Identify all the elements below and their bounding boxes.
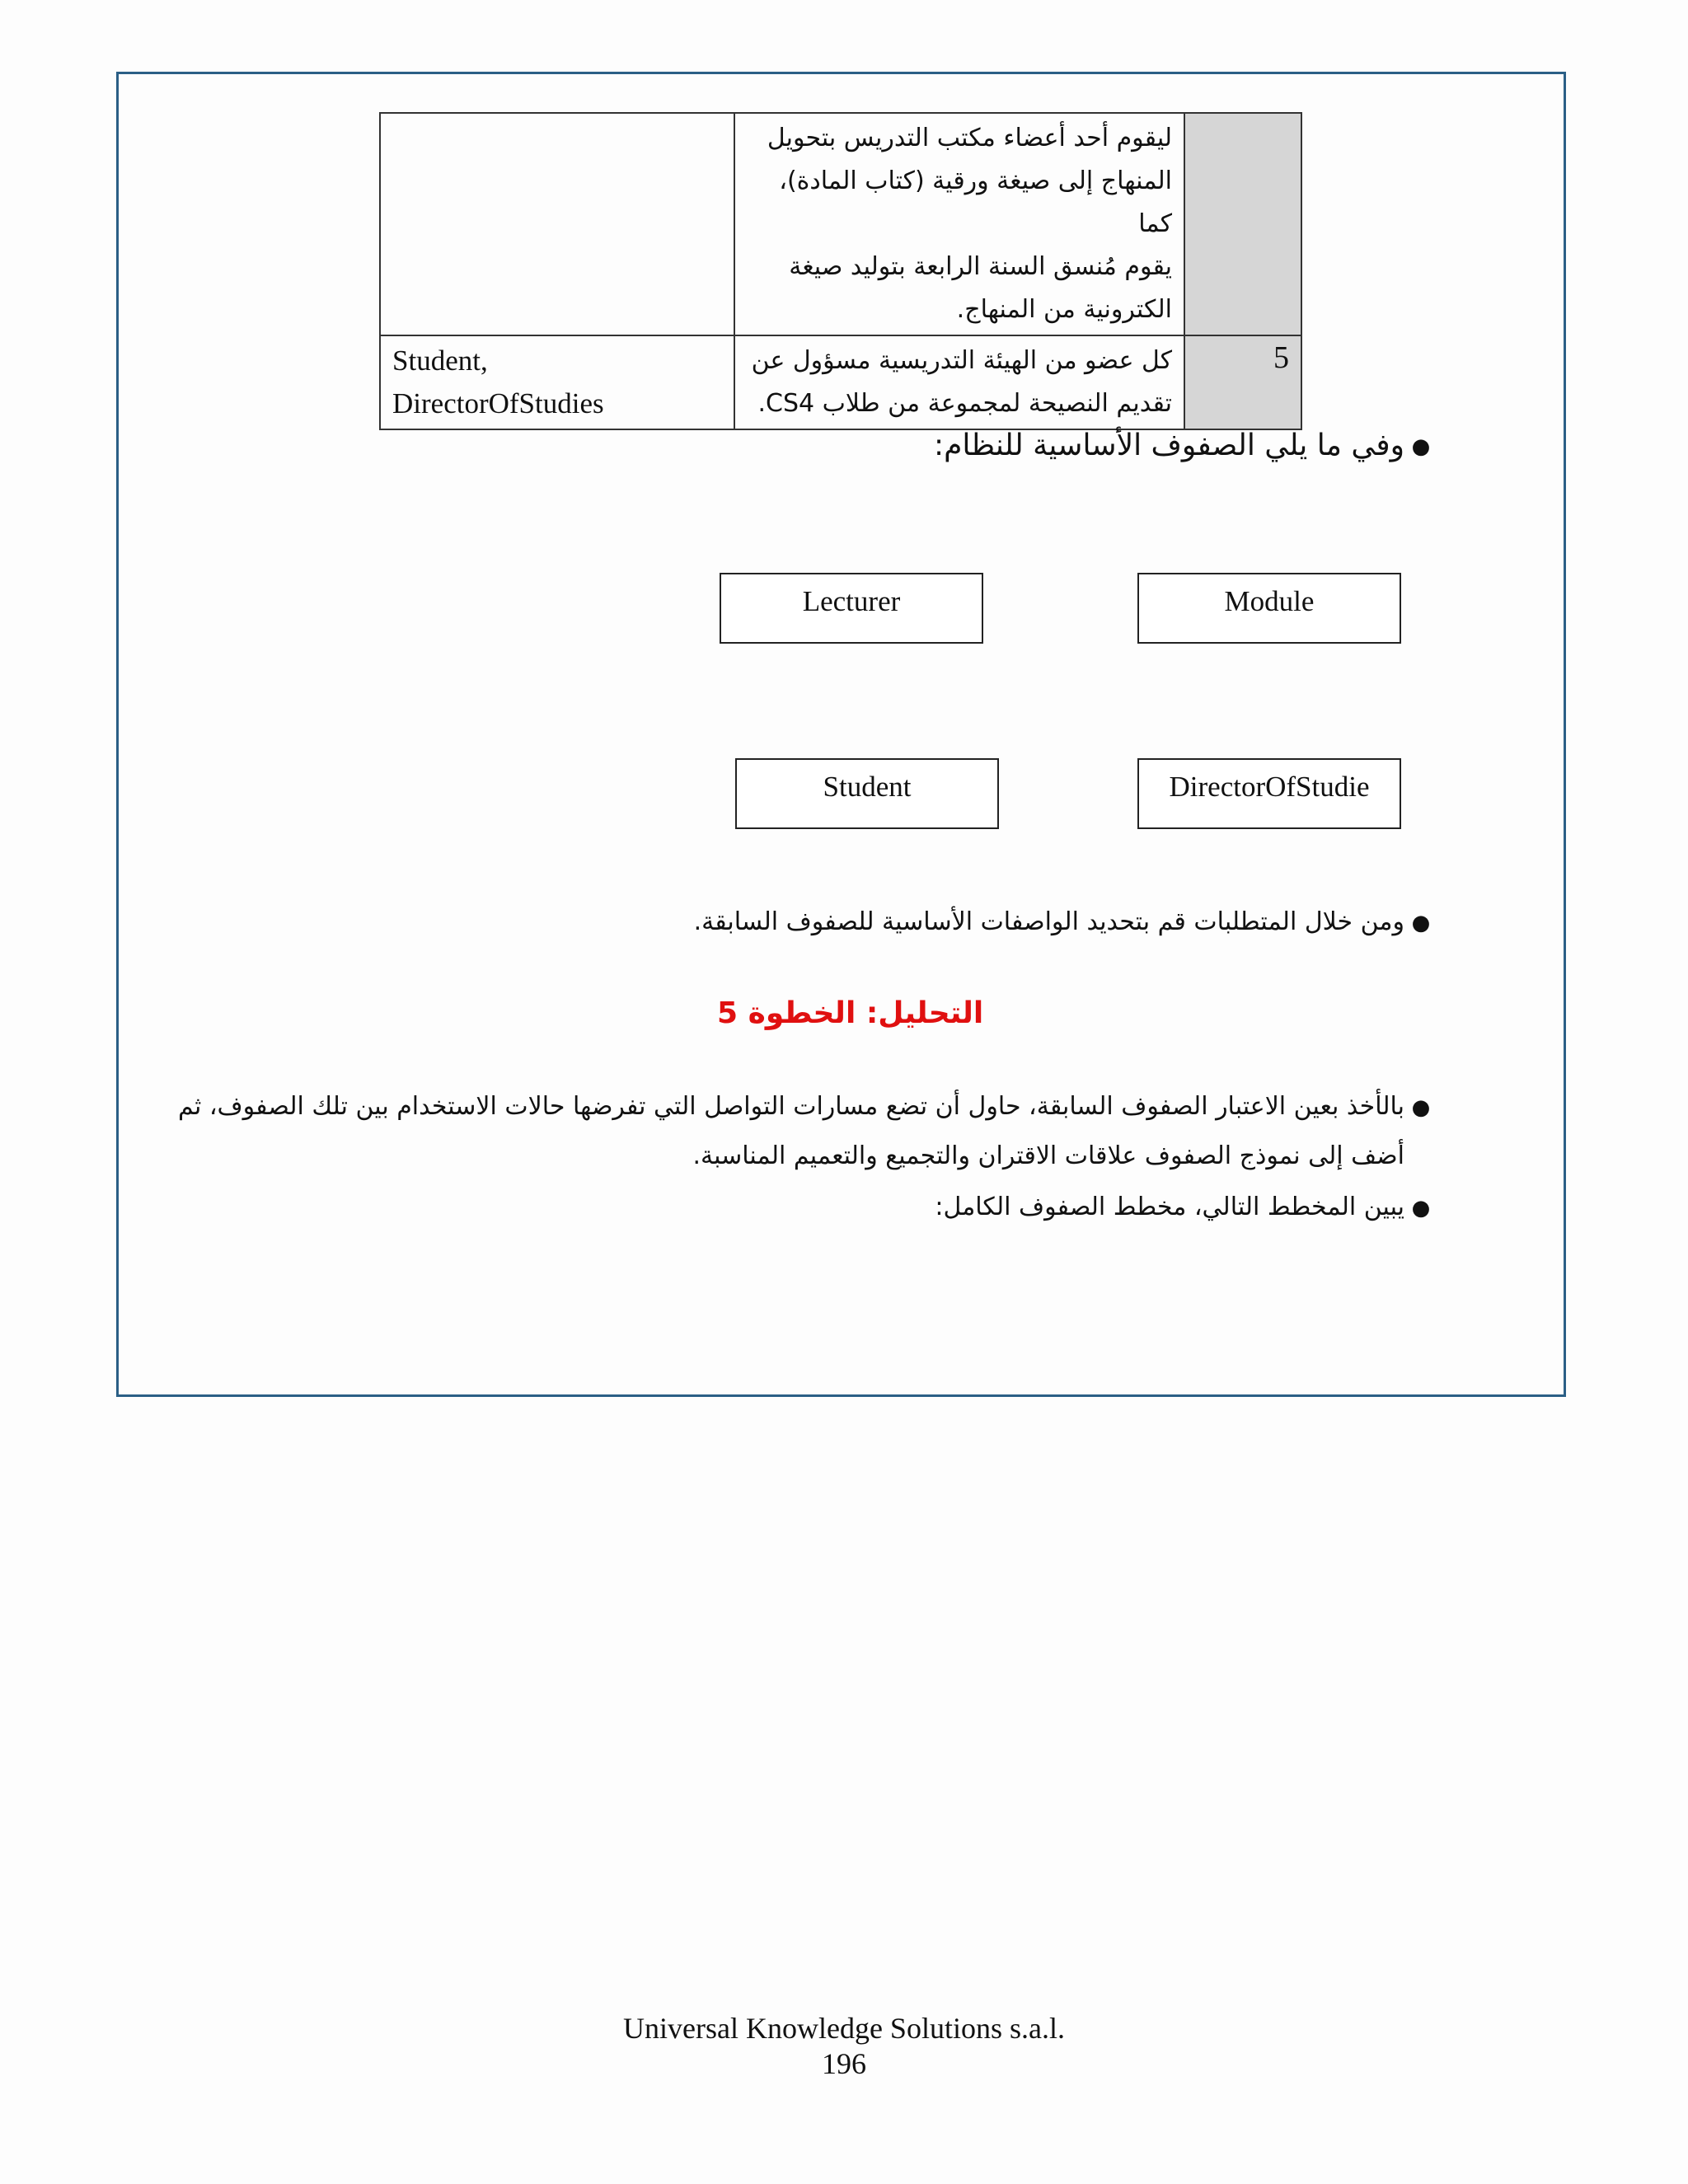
- requirements-table: [379, 112, 1302, 430]
- class-box-lecturer: Lecturer: [720, 573, 983, 644]
- bullet-classes: [934, 429, 1437, 462]
- class-box-directorofstudie: DirectorOfStudie: [1137, 758, 1401, 829]
- description-cell: [734, 335, 1184, 429]
- number-cell: [1184, 113, 1301, 335]
- number-cell: 5: [1184, 335, 1301, 429]
- bullet-text: أضف إلى نموذج الصفوف علاقات الاقتران والتجميع والتعميم المناسبة.: [692, 1141, 1404, 1170]
- bullet-icon: ●: [1411, 910, 1431, 935]
- description-line: يقوم مُنسق السنة الرابعة بتوليد صيغة: [789, 252, 1173, 281]
- bullet-diagram: [935, 1193, 1437, 1221]
- bullet-text: وفي ما يلي الصفوف الأساسية للنظام:: [934, 429, 1404, 462]
- bullet-icon: ●: [1411, 1094, 1431, 1120]
- table-row: [380, 113, 1301, 335]
- bullet-paths-continuation: [77, 1141, 1437, 1170]
- bullet-paths: [77, 1092, 1437, 1121]
- actor-line: Student,: [392, 344, 488, 377]
- bullet-attributes: [694, 907, 1437, 936]
- table-row: [380, 335, 1301, 429]
- bullet-text: بالأخذ بعين الاعتبار الصفوف السابقة، حاول أن تضع مسارات التواصل التي تفرضها حالات الاستخدام بين تلك الصفوف، ثم: [178, 1092, 1404, 1121]
- actor-line: DirectorOfStudies: [392, 387, 604, 419]
- description-cell: [734, 113, 1184, 335]
- actors-cell: [380, 335, 734, 429]
- actors-cell: [380, 113, 734, 335]
- class-box-student: Student: [735, 758, 999, 829]
- bullet-text: ومن خلال المتطلبات قم بتحديد الواصفات الأساسية للصفوف السابقة.: [693, 907, 1404, 936]
- bullet-icon: ●: [1411, 434, 1431, 459]
- description-line: المنهاج إلى صيغة ورقية (كتاب المادة)، كما: [779, 166, 1173, 238]
- bullet-icon: ●: [1411, 1195, 1431, 1221]
- bullet-text: يبين المخطط التالي، مخطط الصفوف الكامل:: [935, 1193, 1404, 1221]
- description-line: ليقوم أحد أعضاء مكتب التدريس بتحويل: [767, 124, 1173, 152]
- footer-page-number: 196: [822, 2047, 866, 2080]
- description-line: تقديم النصيحة لمجموعة من طلاب CS4.: [757, 389, 1173, 418]
- footer-publisher: Universal Knowledge Solutions s.a.l.: [623, 2012, 1065, 2045]
- description-line: كل عضو من الهيئة التدريسية مسؤول عن: [751, 346, 1173, 375]
- description-line: الكترونية من المنهاج.: [956, 295, 1173, 324]
- class-box-module: Module: [1137, 573, 1401, 644]
- section-heading: التحليل: الخطوة 5: [717, 996, 984, 1030]
